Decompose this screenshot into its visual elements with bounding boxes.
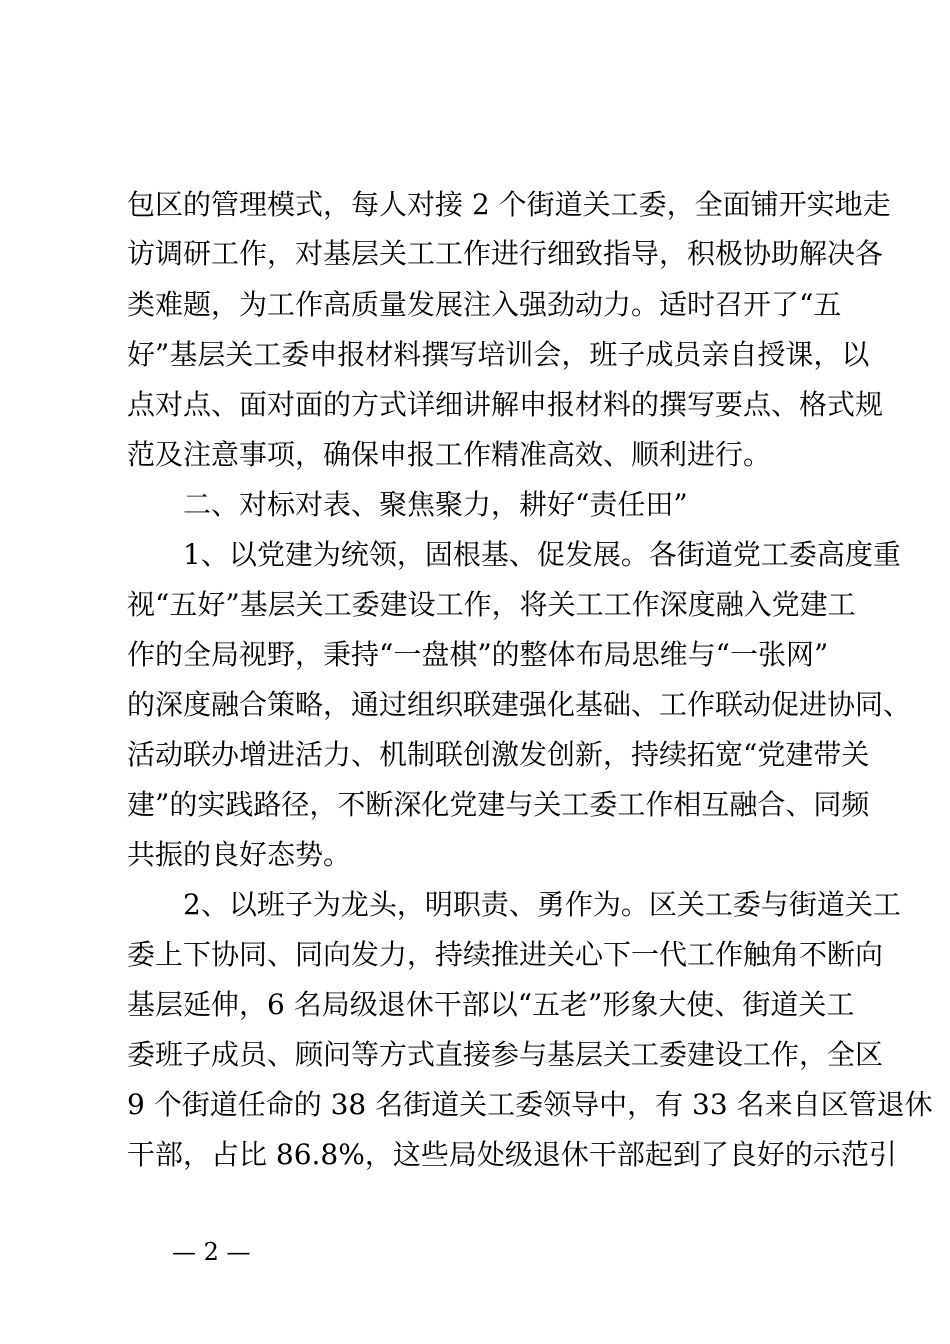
paragraph-line-1: 包区的管理模式，每人对接 2 个街道关工委，全面铺开实地走 xyxy=(127,188,891,221)
paragraph-line-19: 9 个街道任命的 38 名街道关工委领导中，有 33 名来自区管退休 xyxy=(127,1088,933,1121)
paragraph-line-2: 访调研工作，对基层关工工作进行细致指导，积极协助解决各 xyxy=(127,237,884,270)
paragraph-line-9: 视“五好”基层关工委建设工作，将关工工作深度融入党建工 xyxy=(127,588,856,621)
paragraph-line-8: 1、以党建为统领，固根基、促发展。各街道党工委高度重 xyxy=(183,538,901,571)
paragraph-line-13: 建”的实践路径，不断深化党建与关工委工作相互融合、同频 xyxy=(127,788,870,821)
paragraph-line-14: 共振的良好态势。 xyxy=(127,838,352,871)
paragraph-line-6: 范及注意事项，确保申报工作精准高效、顺利进行。 xyxy=(127,438,772,471)
paragraph-line-3: 类难题，为工作高质量发展注入强劲动力。适时召开了“五 xyxy=(127,288,842,321)
paragraph-line-15: 2、以班子为龙头，明职责、勇作为。区关工委与街道关工 xyxy=(183,888,901,921)
paragraph-line-16: 委上下协同、同向发力，持续推进关心下一代工作触角不断向 xyxy=(127,938,884,971)
paragraph-line-4: 好”基层关工委申报材料撰写培训会，班子成员亲自授课，以 xyxy=(127,338,870,371)
paragraph-line-17: 基层延伸，6 名局级退休干部以“五老”形象大使、街道关工 xyxy=(127,988,855,1021)
paragraph-line-18: 委班子成员、顾问等方式直接参与基层关工委建设工作，全区 xyxy=(127,1038,884,1071)
paragraph-line-20: 干部，占比 86.8%，这些局处级退休干部起到了良好的示范引 xyxy=(127,1138,897,1171)
section-heading: 二、对标对表、聚焦聚力，耕好“责任田” xyxy=(183,488,688,521)
paragraph-line-12: 活动联办增进活力、机制联创激发创新，持续拓宽“党建带关 xyxy=(127,738,870,771)
paragraph-line-5: 点对点、面对面的方式详细讲解申报材料的撰写要点、格式规 xyxy=(127,388,884,421)
paragraph-line-10: 作的全局视野，秉持“一盘棋”的整体布局思维与“一张网” xyxy=(127,638,829,671)
page-number: — 2 — xyxy=(172,1238,251,1266)
paragraph-line-11: 的深度融合策略，通过组织联建强化基础、工作联动促进协同、 xyxy=(127,688,912,721)
